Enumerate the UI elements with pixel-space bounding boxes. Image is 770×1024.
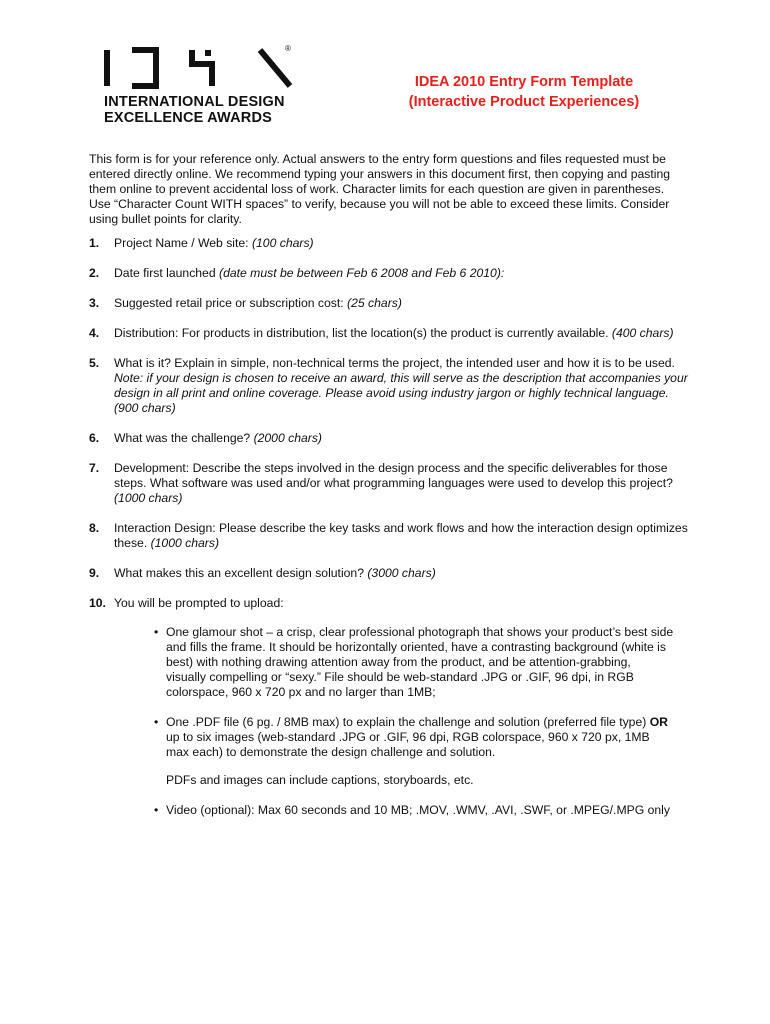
question-text: Development: Describe the steps involved in the design process and the specific deliverables for those steps. What software was used and/or what programming languages were used to develop this project? <box>114 461 673 490</box>
question-text: What was the challenge? <box>114 431 254 445</box>
form-body <box>89 152 689 833</box>
question-note: (400 chars) <box>611 326 674 340</box>
form-title <box>374 72 674 112</box>
list-item-pdf <box>154 715 674 760</box>
question-5 <box>89 356 689 416</box>
bullet-icon: • <box>154 803 159 817</box>
question-text: You will be prompted to upload: <box>114 596 284 610</box>
bullet-text: One .PDF file (6 pg. / 8MB max) to explain the challenge and solution (preferred file type) <box>166 715 650 729</box>
question-note: (100 chars) <box>251 236 314 250</box>
question-number: 7. <box>89 461 100 475</box>
registered-mark: ® <box>285 44 291 53</box>
question-note: (3000 chars) <box>367 566 436 580</box>
bullet-icon: • <box>154 715 159 729</box>
question-text: Distribution: For products in distribution, list the location(s) the product is currently available. <box>114 326 612 340</box>
question-number: 3. <box>89 296 100 310</box>
idea-logo-mark <box>104 42 296 92</box>
idea-logo <box>104 42 296 126</box>
question-1 <box>89 236 689 251</box>
question-text: What makes this an excellent design solution? <box>114 566 368 580</box>
logo-text-line1: INTERNATIONAL DESIGN <box>104 94 285 110</box>
question-text: Interaction Design: Please describe the key tasks and work flows and how the interaction design optimizes these. <box>114 521 688 550</box>
question-7 <box>89 461 689 506</box>
question-4 <box>89 326 689 341</box>
question-number: 8. <box>89 521 100 535</box>
question-number: 2. <box>89 266 100 280</box>
question-3 <box>89 296 689 311</box>
upload-list <box>154 625 674 818</box>
question-9 <box>89 566 689 581</box>
question-note: (1000 chars) <box>150 536 220 550</box>
question-6 <box>89 431 689 446</box>
list-item-glamour-shot <box>154 625 674 700</box>
question-note: (2000 chars) <box>253 431 322 445</box>
question-note: (1000 chars) <box>114 491 183 505</box>
bullet-text: One glamour shot – a crisp, clear professional photograph that shows your product’s best side and fills the frame. It should be horizontally oriented, have a contrasting background (white is best) with nothing drawing attention away from the product, and be attention-grabbing, visually compelling or “sexy.” File should be web-standard .JPG or .GIF, 96 dpi, in RGB colorspace, 960 x 720 px and no larger than 1MB; <box>166 625 674 699</box>
question-note: Note: if your design is chosen to receive an award, this will serve as the description that accompanies your design in all print and online coverage. Please avoid using industry jargon or highly technical language. (900 chars) <box>114 371 688 415</box>
question-10 <box>89 596 689 611</box>
bullet-text: Video (optional): Max 60 seconds and 10 MB; .MOV, .WMV, .AVI, .SWF, or .MPEG/.MPG only <box>166 803 670 817</box>
question-text: What is it? Explain in simple, non-technical terms the project, the intended user and how it is to be used. <box>114 356 675 370</box>
bullet-icon: • <box>154 625 159 639</box>
question-number: 9. <box>89 566 100 580</box>
form-title-line1: IDEA 2010 Entry Form Template <box>414 74 634 90</box>
question-number: 1. <box>89 236 100 250</box>
question-text: Project Name / Web site: <box>114 236 252 250</box>
intro-paragraph: This form is for your reference only. Actual answers to the entry form questions and files requested must be entered directly online. We recommend typing your answers in this document first, then copying and pasting them online to prevent accidental loss of work. Character limits for each question are given in parentheses. Use “Character Count WITH spaces” to verify, because you will not be able to exceed these limits. Consider using bullet points for clarity. <box>89 152 671 226</box>
bullet-text-or: OR <box>649 715 668 729</box>
question-number: 5. <box>89 356 100 370</box>
question-text: Date first launched <box>114 266 220 280</box>
pdf-subnote: PDFs and images can include captions, storyboards, etc. <box>166 773 474 787</box>
list-item-video <box>154 803 674 818</box>
question-number: 10. <box>89 596 106 610</box>
question-number: 6. <box>89 431 100 445</box>
question-note: (25 chars) <box>347 296 402 310</box>
logo-text-line2: EXCELLENCE AWARDS <box>104 110 273 126</box>
question-note: (date must be between Feb 6 2008 and Feb 6 2010): <box>219 266 505 280</box>
form-title-line2: (Interactive Product Experiences) <box>408 94 640 110</box>
question-text: Suggested retail price or subscription cost: <box>114 296 348 310</box>
question-8 <box>89 521 689 551</box>
question-number: 4. <box>89 326 100 340</box>
question-2 <box>89 266 689 281</box>
bullet-text-cont: up to six images (web-standard .JPG or .GIF, 96 dpi, RGB colorspace, 960 x 720 px, 1MB max each) to demonstrate the design challenge and solution. <box>166 730 650 759</box>
